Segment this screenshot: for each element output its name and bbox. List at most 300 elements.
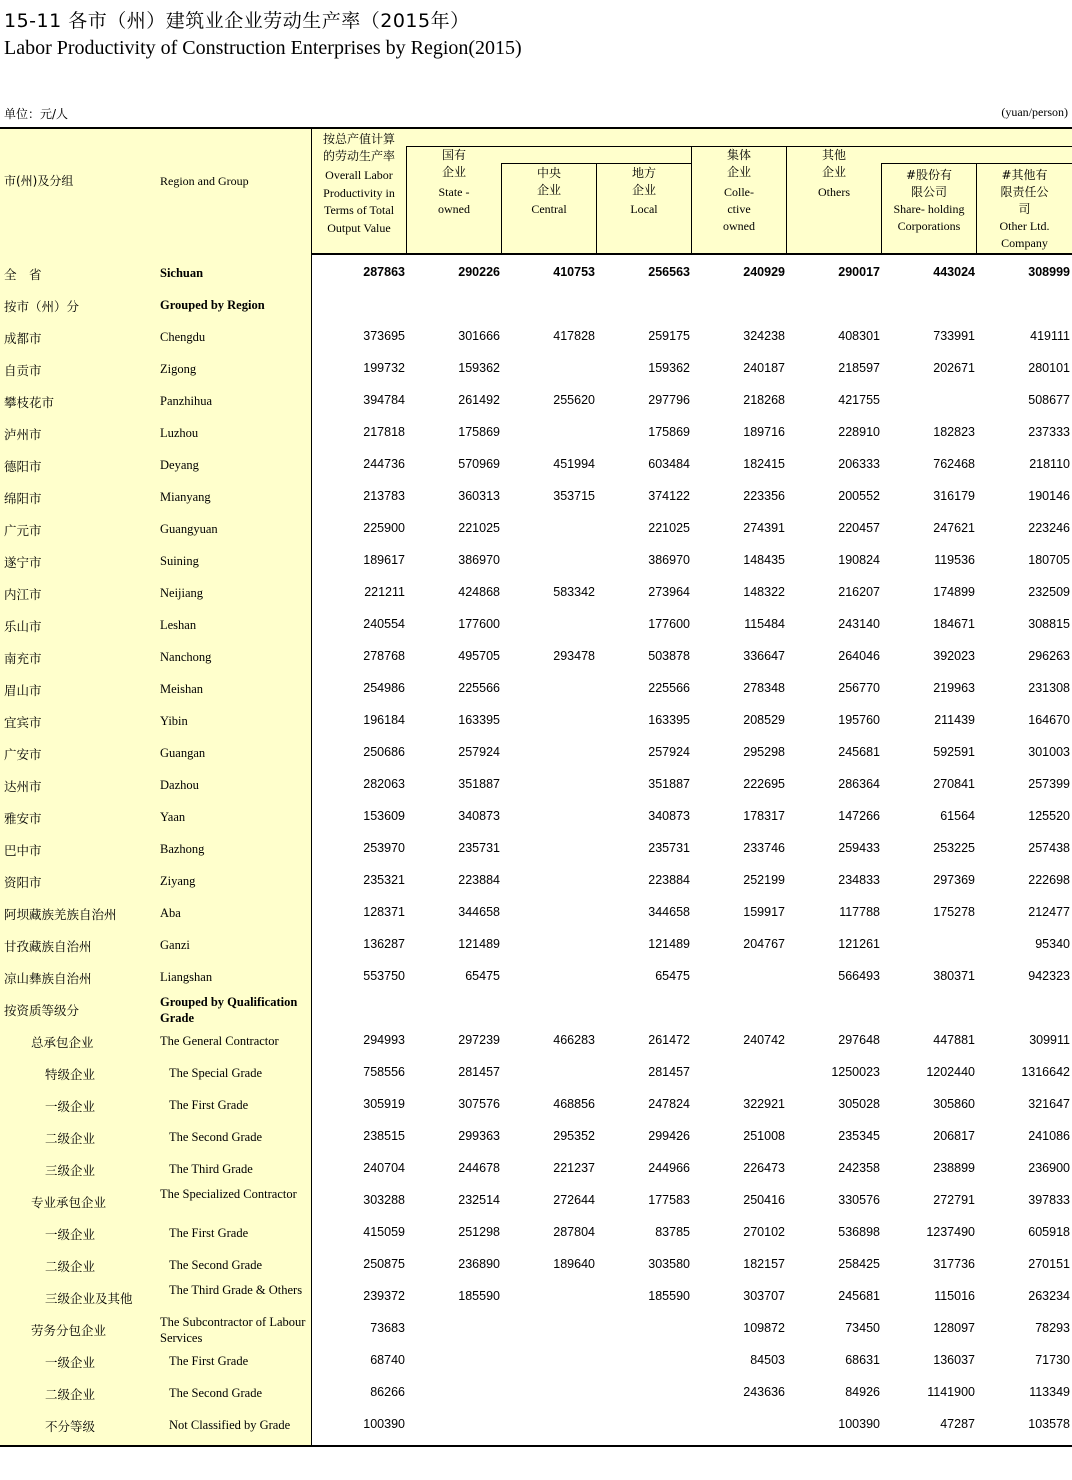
table-row — [0, 705, 1072, 737]
table-row — [0, 1345, 1072, 1377]
row-label-en: Aba — [160, 906, 181, 920]
table-row — [0, 1089, 1072, 1121]
table-cell: 344658 — [458, 905, 500, 919]
row-label-cn: 成都市 — [4, 331, 42, 346]
table-cell: 206817 — [933, 1129, 975, 1143]
table-cell: 128371 — [363, 905, 405, 919]
table-cell: 121489 — [648, 937, 690, 951]
table-cell: 240554 — [363, 617, 405, 631]
row-label-cn: 广元市 — [4, 523, 42, 538]
table-cell: 373695 — [363, 329, 405, 343]
table-cell: 125520 — [1028, 809, 1070, 823]
row-label-cn: 绵阳市 — [4, 491, 42, 506]
table-cell: 219963 — [933, 681, 975, 695]
table-cell: 245681 — [838, 1289, 880, 1303]
table-row — [0, 1281, 1072, 1313]
table-cell: 295352 — [553, 1129, 595, 1143]
row-label-en: The Third Grade — [169, 1162, 253, 1176]
table-cell: 278768 — [363, 649, 405, 663]
table-cell: 253225 — [933, 841, 975, 855]
table-row — [0, 1057, 1072, 1089]
table-cell: 121261 — [838, 937, 880, 951]
table-cell: 221025 — [648, 521, 690, 535]
table-cell: 255620 — [553, 393, 595, 407]
table-row — [0, 577, 1072, 609]
table-cell: 451994 — [553, 457, 595, 471]
table-cell: 264046 — [838, 649, 880, 663]
row-label-cn: 南充市 — [4, 651, 42, 666]
table-cell: 570969 — [458, 457, 500, 471]
header-region-cn: 市(州)及分组 — [4, 174, 74, 188]
row-label-en: Meishan — [160, 682, 204, 696]
table-cell: 236890 — [458, 1257, 500, 1271]
row-label-cn: 巴中市 — [4, 843, 42, 858]
row-label-cn: 资阳市 — [4, 875, 42, 890]
table-cell: 317736 — [933, 1257, 975, 1271]
table-cell: 340873 — [458, 809, 500, 823]
table-cell: 336647 — [743, 649, 785, 663]
table-cell: 263234 — [1028, 1289, 1070, 1303]
table-cell: 218268 — [743, 393, 785, 407]
table-cell: 374122 — [648, 489, 690, 503]
table-cell: 189716 — [743, 425, 785, 439]
table-cell: 290226 — [458, 265, 500, 279]
row-label-cn: 不分等级 — [45, 1419, 96, 1434]
table-cell: 121489 — [458, 937, 500, 951]
header-ltd-cn: #其他有限责任公司 — [1000, 168, 1049, 216]
table-row — [0, 801, 1072, 833]
table-cell: 308999 — [1028, 265, 1070, 279]
table-cell: 225900 — [363, 521, 405, 535]
table-cell: 303707 — [743, 1289, 785, 1303]
table-row — [0, 449, 1072, 481]
table-cell: 175869 — [648, 425, 690, 439]
table-cell: 115484 — [744, 617, 785, 631]
row-label-cn: 劳务分包企业 — [31, 1323, 107, 1338]
table-cell: 322921 — [743, 1097, 785, 1111]
table-cell: 222695 — [743, 777, 785, 791]
table-cell: 305860 — [933, 1097, 975, 1111]
table-cell: 272791 — [933, 1193, 975, 1207]
table-cell: 247621 — [933, 521, 975, 535]
row-label-en: Yibin — [160, 714, 188, 728]
table-cell: 184671 — [933, 617, 975, 631]
table-row — [0, 513, 1072, 545]
table-cell: 297648 — [838, 1033, 880, 1047]
row-label-en: The Subcontractor of Labour Services — [160, 1315, 306, 1345]
row-label-cn: 眉山市 — [4, 683, 42, 698]
header-local-cn: 地方企业 — [631, 166, 656, 197]
table-cell: 272644 — [553, 1193, 595, 1207]
table-cell: 297369 — [933, 873, 975, 887]
table-cell: 225566 — [648, 681, 690, 695]
table-cell: 733991 — [933, 329, 975, 343]
table-cell: 421755 — [838, 393, 880, 407]
table-cell: 1316642 — [1021, 1065, 1070, 1079]
table-cell: 297239 — [458, 1033, 500, 1047]
table-cell: 163395 — [648, 713, 690, 727]
header-state-en: State -owned — [438, 185, 470, 216]
table-cell: 180705 — [1028, 553, 1070, 567]
table-cell: 218597 — [838, 361, 880, 375]
table-cell: 100390 — [838, 1417, 880, 1431]
table-cell: 243140 — [838, 617, 880, 631]
table-row — [0, 833, 1072, 865]
table-cell: 65475 — [465, 969, 500, 983]
row-label-cn: 甘孜藏族自治州 — [4, 939, 92, 954]
row-label-en: Leshan — [160, 618, 197, 632]
table-cell: 270151 — [1028, 1257, 1070, 1271]
table-cell: 257399 — [1028, 777, 1070, 791]
table-cell: 762468 — [933, 457, 975, 471]
row-label-cn: 一级企业 — [45, 1099, 96, 1114]
table-cell: 177600 — [458, 617, 500, 631]
table-cell: 278348 — [743, 681, 785, 695]
table-cell: 238899 — [933, 1161, 975, 1175]
row-label-cn: 全 省 — [4, 267, 42, 282]
table-cell: 216207 — [838, 585, 880, 599]
row-label-en: Mianyang — [160, 490, 211, 504]
table-row — [0, 769, 1072, 801]
table-cell: 417828 — [553, 329, 595, 343]
table-cell: 95340 — [1035, 937, 1070, 951]
table-cell: 220457 — [838, 521, 880, 535]
table-cell: 128097 — [933, 1321, 975, 1335]
table-cell: 73683 — [370, 1321, 405, 1335]
table-cell: 68631 — [845, 1353, 880, 1367]
table-cell: 254986 — [363, 681, 405, 695]
table-cell: 113349 — [1029, 1385, 1070, 1399]
table-cell: 240929 — [743, 265, 785, 279]
table-cell: 185590 — [648, 1289, 690, 1303]
table-cell: 211439 — [934, 713, 975, 727]
table-cell: 280101 — [1028, 361, 1070, 375]
table-cell: 189640 — [553, 1257, 595, 1271]
row-label-cn: 乐山市 — [4, 619, 42, 634]
table-cell: 256563 — [648, 265, 690, 279]
table-cell: 196184 — [363, 713, 405, 727]
table-cell: 287804 — [553, 1225, 595, 1239]
table-row — [0, 1313, 1072, 1345]
row-label-en: Luzhou — [160, 426, 199, 440]
table-cell: 190146 — [1028, 489, 1070, 503]
table-cell: 199732 — [363, 361, 405, 375]
table-cell: 115016 — [934, 1289, 975, 1303]
header-local-en: Local — [630, 202, 658, 216]
table-cell: 223884 — [458, 873, 500, 887]
table-cell: 68740 — [370, 1353, 405, 1367]
table-cell: 495705 — [458, 649, 500, 663]
row-label-cn: 一级企业 — [45, 1355, 96, 1370]
table-row — [0, 385, 1072, 417]
table-cell: 290017 — [838, 265, 880, 279]
table-cell: 380371 — [933, 969, 975, 983]
row-label-cn: 二级企业 — [45, 1387, 96, 1402]
table-row — [0, 1249, 1072, 1281]
table-cell: 221025 — [458, 521, 500, 535]
table-cell: 177583 — [648, 1193, 690, 1207]
table-cell: 321647 — [1028, 1097, 1070, 1111]
table-cell: 340873 — [648, 809, 690, 823]
table-row — [0, 865, 1072, 897]
table-cell: 164670 — [1028, 713, 1070, 727]
row-label-cn: 内江市 — [4, 587, 42, 602]
table-cell: 84926 — [845, 1385, 880, 1399]
row-label-cn: 广安市 — [4, 747, 42, 762]
table-cell: 148435 — [743, 553, 785, 567]
table-cell: 61564 — [940, 809, 975, 823]
table-cell: 78293 — [1035, 1321, 1070, 1335]
table-cell: 282063 — [363, 777, 405, 791]
table-row — [0, 1025, 1072, 1057]
table-cell: 259175 — [648, 329, 690, 343]
table-cell: 232509 — [1028, 585, 1070, 599]
table-cell: 223246 — [1028, 521, 1070, 535]
row-label-en: Chengdu — [160, 330, 206, 344]
row-label-cn: 二级企业 — [45, 1131, 96, 1146]
table-cell: 251008 — [743, 1129, 785, 1143]
row-label-cn: 阿坝藏族羌族自治州 — [4, 907, 117, 922]
table-cell: 235345 — [838, 1129, 880, 1143]
row-label-en: Yaan — [160, 810, 186, 824]
table-cell: 468856 — [553, 1097, 595, 1111]
row-label-cn: 特级企业 — [45, 1067, 96, 1082]
table-cell: 301003 — [1028, 745, 1070, 759]
table-cell: 153609 — [363, 809, 405, 823]
table-cell: 159362 — [648, 361, 690, 375]
table-cell: 244736 — [363, 457, 405, 471]
table-cell: 410753 — [553, 265, 595, 279]
table-cell: 71730 — [1035, 1353, 1070, 1367]
row-label-cn: 攀枝花市 — [4, 395, 55, 410]
row-label-cn: 凉山彝族自治州 — [4, 971, 92, 986]
table-row — [0, 1153, 1072, 1185]
row-label-cn: 按资质等级分 — [4, 1003, 80, 1018]
table-cell: 942323 — [1028, 969, 1070, 983]
table-cell: 189617 — [363, 553, 405, 567]
table-title-en: Labor Productivity of Construction Enterprises by Region(2015) — [4, 37, 522, 59]
table-cell: 257924 — [458, 745, 500, 759]
table-cell: 299363 — [458, 1129, 500, 1143]
table-cell: 228910 — [838, 425, 880, 439]
table-row — [0, 1377, 1072, 1409]
table-cell: 235731 — [458, 841, 500, 855]
table-cell: 443024 — [933, 265, 975, 279]
table-cell: 250686 — [363, 745, 405, 759]
row-label-cn: 遂宁市 — [4, 555, 42, 570]
table-cell: 241086 — [1028, 1129, 1070, 1143]
table-row — [0, 993, 1072, 1025]
row-label-en: Dazhou — [160, 778, 199, 792]
table-cell: 221211 — [364, 585, 405, 599]
table-cell: 225566 — [458, 681, 500, 695]
table-cell: 330576 — [838, 1193, 880, 1207]
header-region-en: Region and Group — [160, 174, 249, 188]
table-cell: 447881 — [933, 1033, 975, 1047]
table-cell: 237333 — [1028, 425, 1070, 439]
table-cell: 305919 — [363, 1097, 405, 1111]
table-cell: 257924 — [648, 745, 690, 759]
table-cell: 419111 — [1030, 329, 1070, 343]
row-label-en: Grouped by Region — [160, 298, 265, 312]
row-label-en: Sichuan — [160, 266, 204, 280]
table-cell: 240187 — [743, 361, 785, 375]
table-row — [0, 609, 1072, 641]
table-cell: 221237 — [553, 1161, 595, 1175]
table-cell: 117788 — [839, 905, 880, 919]
row-label-cn: 按市（州）分 — [4, 299, 80, 314]
table-cell: 147266 — [838, 809, 880, 823]
table-cell: 250875 — [363, 1257, 405, 1271]
header-central-cn: 中央企业 — [536, 166, 561, 197]
table-row — [0, 929, 1072, 961]
table-row — [0, 641, 1072, 673]
header-others-cn: 其他企业 — [821, 148, 846, 179]
table-cell: 1141900 — [927, 1385, 975, 1399]
header-share-en: Share- holding Corporations — [893, 202, 965, 233]
row-label-en: Zigong — [160, 362, 197, 376]
header-total-cn: 按总产值计算的劳动生产率 — [322, 132, 395, 163]
table-cell: 299426 — [648, 1129, 690, 1143]
table-row — [0, 1185, 1072, 1217]
row-label-en: Not Classified by Grade — [169, 1418, 291, 1432]
row-label-cn: 三级企业 — [45, 1163, 96, 1178]
table-cell: 178317 — [743, 809, 785, 823]
table-cell: 394784 — [363, 393, 405, 407]
header-total-en: Overall Labor Productivity in Terms of Total Output Value — [323, 168, 395, 235]
table-row — [0, 897, 1072, 929]
row-label-en: Neijiang — [160, 586, 204, 600]
table-cell: 309911 — [1029, 1033, 1070, 1047]
table-cell: 250416 — [743, 1193, 785, 1207]
table-cell: 408301 — [838, 329, 880, 343]
table-cell: 244678 — [458, 1161, 500, 1175]
row-label-en: The First Grade — [169, 1098, 249, 1112]
table-cell: 259433 — [838, 841, 880, 855]
table-cell: 508677 — [1028, 393, 1070, 407]
table-cell: 466283 — [553, 1033, 595, 1047]
row-label-cn: 雅安市 — [4, 811, 42, 826]
table-cell: 103578 — [1028, 1417, 1070, 1431]
table-cell: 258425 — [838, 1257, 880, 1271]
table-cell: 353715 — [553, 489, 595, 503]
table-title-cn: 15-11 各市（州）建筑业企业劳动生产率（2015年） — [4, 10, 470, 32]
table-cell: 305028 — [838, 1097, 880, 1111]
table-cell: 273964 — [648, 585, 690, 599]
table-cell: 307576 — [458, 1097, 500, 1111]
row-label-en: Liangshan — [160, 970, 213, 984]
table-cell: 159362 — [458, 361, 500, 375]
table-cell: 204767 — [743, 937, 785, 951]
row-label-en: Bazhong — [160, 842, 205, 856]
table-cell: 174899 — [933, 585, 975, 599]
header-collective-en: Colle- ctive owned — [723, 185, 755, 233]
table-cell: 293478 — [553, 649, 595, 663]
table-cell: 73450 — [845, 1321, 880, 1335]
table-cell: 182823 — [933, 425, 975, 439]
table-cell: 100390 — [363, 1417, 405, 1431]
row-label-en: The First Grade — [169, 1354, 249, 1368]
table-cell: 316179 — [933, 489, 975, 503]
row-label-en: The Second Grade — [169, 1386, 263, 1400]
table-cell: 261492 — [458, 393, 500, 407]
table-cell: 397833 — [1028, 1193, 1070, 1207]
table-cell: 233746 — [743, 841, 785, 855]
table-cell: 252199 — [743, 873, 785, 887]
table-row — [0, 417, 1072, 449]
table-cell: 592591 — [933, 745, 975, 759]
row-label-cn: 二级企业 — [45, 1259, 96, 1274]
table-cell: 84503 — [750, 1353, 785, 1367]
table-cell: 274391 — [743, 521, 785, 535]
table-cell: 238515 — [363, 1129, 405, 1143]
table-row — [0, 289, 1072, 321]
table-cell: 583342 — [553, 585, 595, 599]
row-label-en: The Third Grade & Others — [169, 1283, 303, 1297]
table-cell: 536898 — [838, 1225, 880, 1239]
table-cell: 83785 — [655, 1225, 690, 1239]
table-cell: 109872 — [743, 1321, 785, 1335]
table-cell: 303580 — [648, 1257, 690, 1271]
row-label-en: Ganzi — [160, 938, 190, 952]
row-label-en: Deyang — [160, 458, 199, 472]
header-state-cn: 国有企业 — [441, 148, 466, 179]
table-cell: 244966 — [648, 1161, 690, 1175]
table-cell: 605918 — [1028, 1225, 1070, 1239]
table-cell: 303288 — [363, 1193, 405, 1207]
table-cell: 159917 — [743, 905, 785, 919]
table-cell: 256770 — [838, 681, 880, 695]
table-cell: 503878 — [648, 649, 690, 663]
table-row — [0, 737, 1072, 769]
table-cell: 236900 — [1028, 1161, 1070, 1175]
table-cell: 231308 — [1028, 681, 1070, 695]
table-cell: 212477 — [1028, 905, 1070, 919]
row-label-en: The First Grade — [169, 1226, 249, 1240]
table-row — [0, 1409, 1072, 1441]
table-cell: 240704 — [363, 1161, 405, 1175]
table-cell: 386970 — [648, 553, 690, 567]
table-cell: 232514 — [458, 1193, 500, 1207]
table-cell: 603484 — [648, 457, 690, 471]
table-cell: 308815 — [1028, 617, 1070, 631]
row-label-cn: 宜宾市 — [4, 715, 42, 730]
table-cell: 566493 — [838, 969, 880, 983]
row-label-cn: 总承包企业 — [31, 1035, 94, 1050]
table-cell: 234833 — [838, 873, 880, 887]
table-cell: 251298 — [458, 1225, 500, 1239]
row-label-en: Ziyang — [160, 874, 196, 888]
row-label-en: The Special Grade — [169, 1066, 263, 1080]
row-label-en: The Specialized Contractor — [160, 1187, 297, 1201]
row-label-cn: 专业承包企业 — [31, 1195, 107, 1210]
table-cell: 386970 — [458, 553, 500, 567]
row-label-cn: 泸州市 — [4, 427, 42, 442]
header-ltd-en: Other Ltd. Company — [999, 219, 1050, 250]
table-cell: 247824 — [648, 1097, 690, 1111]
table-cell: 301666 — [458, 329, 500, 343]
table-cell: 281457 — [458, 1065, 500, 1079]
table-cell: 182415 — [743, 457, 785, 471]
table-row — [0, 257, 1072, 289]
table-cell: 190824 — [838, 553, 880, 567]
table-row — [0, 1217, 1072, 1249]
row-label-cn: 达州市 — [4, 779, 42, 794]
table-row — [0, 353, 1072, 385]
header-others-en: Others — [818, 185, 850, 199]
table-cell: 175278 — [933, 905, 975, 919]
table-cell: 65475 — [655, 969, 690, 983]
